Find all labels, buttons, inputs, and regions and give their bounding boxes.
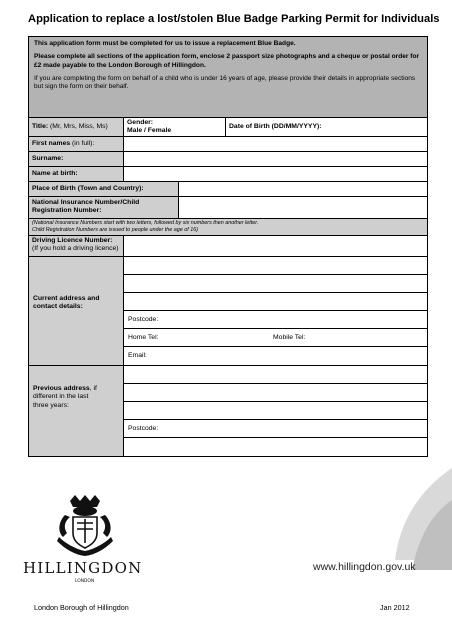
ni-number-row (29, 197, 427, 219)
surname-label: Surname: (29, 152, 124, 166)
name-at-birth-field[interactable] (124, 167, 427, 181)
intro-line-2: Please complete all sections of the application form, enclose 2 passport size photographs and a cheque or postal order for £2 made payable to the London Borough of Hillingdon. (34, 53, 420, 69)
licence-hint: (If you hold a driving licence) (32, 245, 119, 253)
name-at-birth-row (29, 167, 427, 182)
gender-options[interactable]: Male / Female (127, 126, 172, 134)
logo-name: HILLINGDON (23, 559, 143, 577)
ni-label-line-1: National Insurance Number/Child (32, 199, 140, 206)
previous-address-line-1[interactable] (124, 366, 427, 384)
first-names-hint: (in full): (72, 140, 95, 147)
previous-address-fields (124, 366, 427, 456)
previous-address-line-2[interactable] (124, 384, 427, 402)
first-names-field[interactable] (124, 137, 427, 151)
previous-address-label (33, 385, 97, 410)
intro-box (29, 37, 427, 118)
previous-address-block (29, 366, 427, 456)
ni-note-line-2: Child Registration Numbers are issued to people under the age of 16) (32, 226, 199, 233)
licence-label: Driving Licence Number: (32, 237, 113, 244)
previous-address-label-rest-3: three years: (33, 401, 69, 409)
current-address-label-line-2: contact details: (33, 303, 83, 311)
previous-postcode-field[interactable] (124, 420, 427, 438)
logo-sub: LONDON (75, 579, 95, 583)
email-field[interactable] (124, 347, 427, 365)
ni-note (29, 219, 427, 236)
address-line-1[interactable] (124, 257, 427, 275)
phone-field[interactable] (124, 329, 427, 347)
first-names-label-cell (29, 137, 124, 151)
place-of-birth-label: Place of Birth (Town and Country): (29, 182, 179, 196)
previous-address-label-cell (29, 366, 124, 456)
ni-label-cell (29, 197, 179, 218)
ni-label-line-2: Registration Number: (32, 207, 102, 215)
ni-number-field[interactable] (179, 197, 427, 218)
dob-cell[interactable] (226, 118, 427, 136)
dob-label: Date of Birth (DD/MM/YYYY): (229, 123, 322, 130)
licence-field[interactable] (124, 236, 427, 256)
hillingdon-logo (15, 493, 155, 583)
title-gender-dob-row (29, 118, 427, 137)
title-hint: (Mr, Mrs, Miss, Ms) (50, 123, 108, 130)
mobile-tel-label: Mobile Tel: (273, 334, 306, 341)
previous-address-line-5[interactable] (124, 438, 427, 456)
first-names-row (29, 137, 427, 152)
place-of-birth-field[interactable] (179, 182, 427, 196)
surname-field[interactable] (124, 152, 427, 166)
previous-address-label-rest-2: different in the last (33, 393, 89, 401)
application-form (28, 36, 428, 457)
postcode-field[interactable] (124, 311, 427, 329)
title-label: Title: (32, 123, 49, 130)
ni-note-line-1: (National Insurance Numbers start with two letters, followed by six numbers then another letter. (32, 220, 259, 226)
current-address-block (29, 257, 427, 366)
intro-line-3: If you are completing the form on behalf of a child who is under 16 years of age, please provide their details in appropriate sections but sign the form on their behalf. (34, 74, 416, 91)
email-label: Email: (128, 352, 147, 359)
page-title: Application to replace a lost/stolen Blue Badge Parking Permit for Individuals (28, 13, 440, 25)
postcode-label: Postcode: (128, 316, 159, 323)
licence-label-cell (29, 236, 124, 256)
current-address-label-cell (29, 257, 124, 365)
footer-left: London Borough of Hillingdon (34, 603, 129, 612)
previous-postcode-label: Postcode: (128, 425, 159, 432)
crest-icon (57, 495, 113, 556)
licence-row (29, 236, 427, 257)
current-address-label (33, 295, 99, 312)
address-line-2[interactable] (124, 275, 427, 293)
previous-address-label-bold: Previous address (33, 385, 90, 392)
place-of-birth-row (29, 182, 427, 197)
current-address-fields (124, 257, 427, 365)
previous-address-label-rest-1: , if (89, 385, 97, 392)
home-tel-label: Home Tel: (128, 334, 159, 341)
gender-cell[interactable] (124, 118, 226, 136)
name-at-birth-label: Name at birth: (29, 167, 124, 181)
current-address-label-line-1: Current address and (33, 295, 100, 302)
previous-address-line-3[interactable] (124, 402, 427, 420)
first-names-label: First names (32, 140, 71, 147)
surname-row (29, 152, 427, 167)
title-label-cell (29, 118, 124, 136)
website-url[interactable]: www.hillingdon.gov.uk (313, 561, 416, 573)
gender-label: Gender: (127, 119, 154, 126)
footer-right: Jan 2012 (380, 603, 410, 612)
intro-line-1: This application form must be completed for us to issue a replacement Blue Badge. (34, 40, 296, 47)
address-line-3[interactable] (124, 293, 427, 311)
